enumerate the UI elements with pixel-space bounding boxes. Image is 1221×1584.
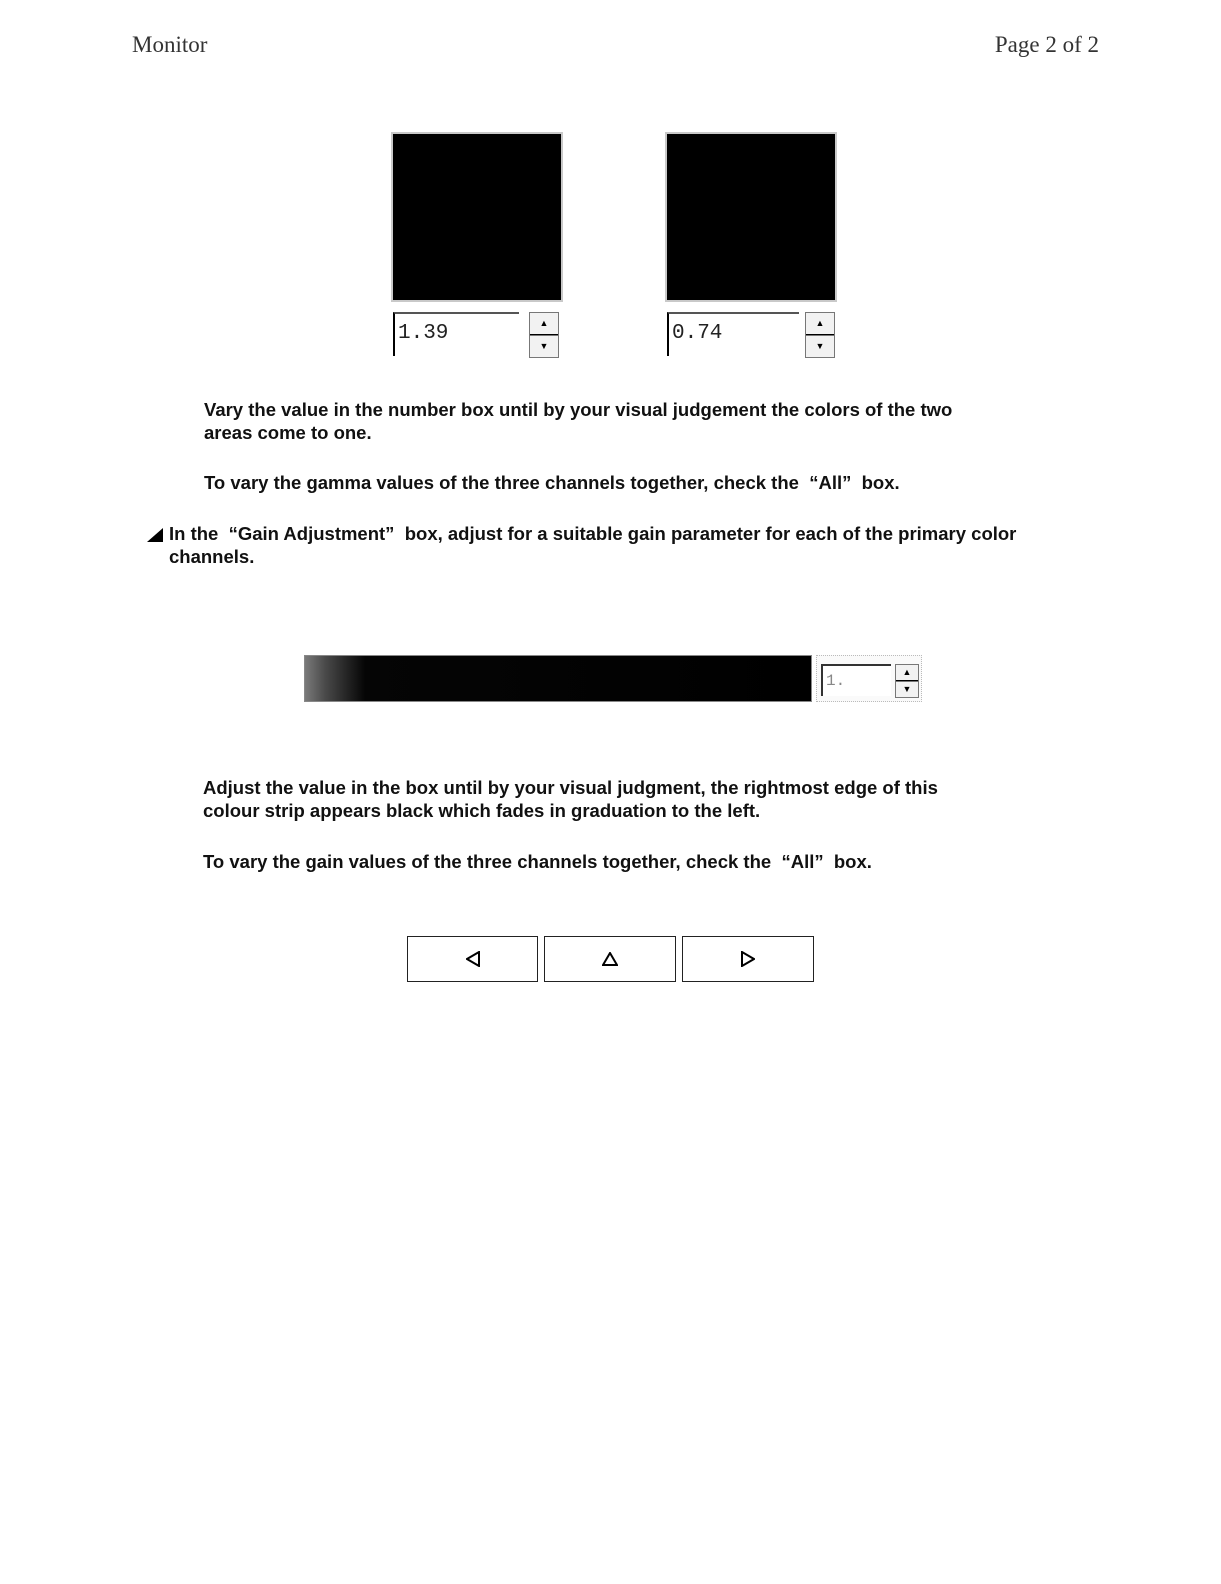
gain-spinner[interactable] bbox=[895, 664, 919, 698]
bullet-icon bbox=[147, 528, 163, 542]
gamma-spinner-right[interactable] bbox=[805, 312, 835, 358]
gain-colour-strip bbox=[304, 655, 812, 702]
gamma-instruction-line-1: Vary the value in the number box until by your visual judgement the colors of the two bbox=[204, 399, 953, 420]
gain-instruction-line-1: Adjust the value in the box until by your visual judgment, the rightmost edge of this bbox=[203, 777, 938, 798]
triangle-left-icon bbox=[466, 951, 480, 967]
spin-down-icon[interactable]: ▼ bbox=[806, 335, 834, 357]
gamma-swatch-group-right bbox=[665, 132, 837, 362]
gain-bullet-line-1: In the “Gain Adjustment” box, adjust for a suitable gain parameter for each of the primary color bbox=[169, 523, 1017, 544]
gamma-spinner-left[interactable] bbox=[529, 312, 559, 358]
gain-all-instruction: To vary the gain values of the three channels together, check the “All” box. bbox=[203, 851, 872, 872]
page-indicator: Page 2 of 2 bbox=[994, 32, 1099, 57]
next-page-button[interactable] bbox=[682, 936, 814, 982]
gamma-color-swatch-right bbox=[665, 132, 837, 302]
spin-up-icon[interactable]: ▲ bbox=[530, 313, 558, 335]
gamma-value-input-left[interactable]: 1.39 bbox=[393, 312, 519, 356]
gamma-color-swatch-left bbox=[391, 132, 563, 302]
spin-down-icon[interactable]: ▼ bbox=[530, 335, 558, 357]
gamma-all-instruction: To vary the gamma values of the three channels together, check the “All” box. bbox=[204, 472, 900, 493]
spin-up-icon[interactable]: ▲ bbox=[896, 665, 918, 681]
gamma-swatch-group-left bbox=[391, 132, 563, 362]
spin-up-icon[interactable]: ▲ bbox=[806, 313, 834, 335]
previous-page-button[interactable] bbox=[407, 936, 538, 982]
triangle-right-icon bbox=[741, 951, 755, 967]
gamma-value-input-right[interactable]: 0.74 bbox=[667, 312, 799, 356]
gain-bullet-line-2: channels. bbox=[169, 546, 255, 567]
spin-down-icon[interactable]: ▼ bbox=[896, 681, 918, 697]
gain-value-input[interactable]: 1. bbox=[821, 664, 891, 696]
triangle-up-icon bbox=[602, 952, 618, 966]
gamma-instruction-line-2: areas come to one. bbox=[204, 422, 372, 443]
document-title: Monitor bbox=[132, 32, 208, 57]
up-page-button[interactable] bbox=[544, 936, 676, 982]
gain-control bbox=[816, 655, 922, 702]
gain-instruction-line-2: colour strip appears black which fades in graduation to the left. bbox=[203, 800, 761, 821]
